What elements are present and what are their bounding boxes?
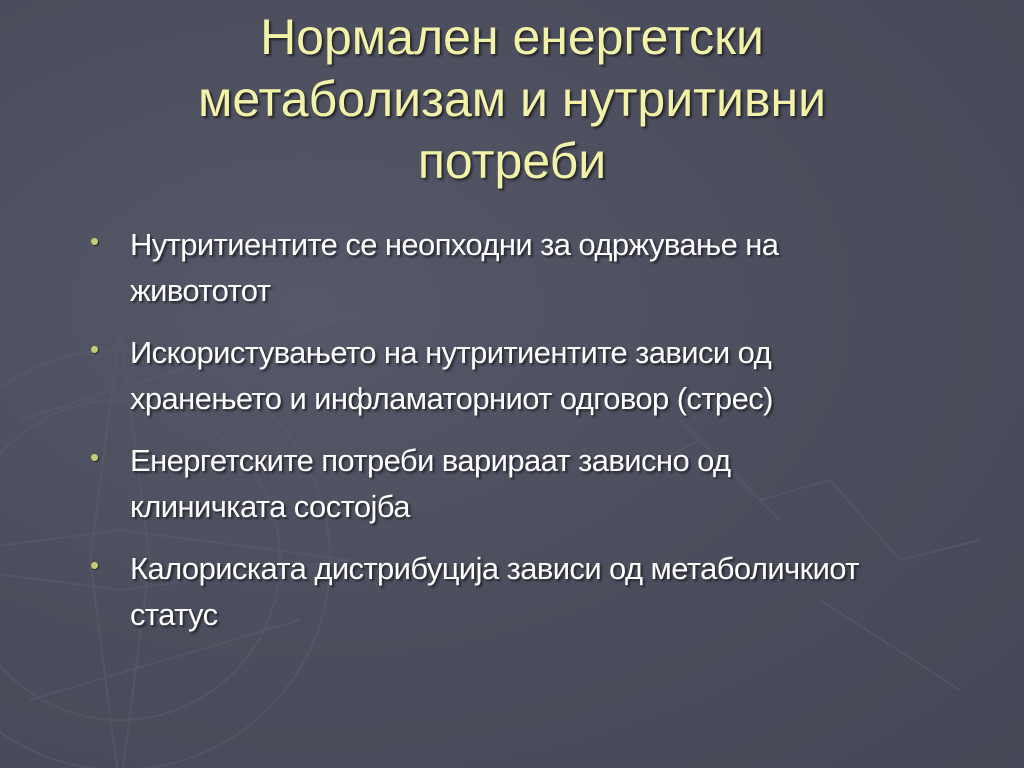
bullet-item-nutrient-utilization <box>90 330 970 422</box>
bullet-text-line-2: хранењето и инфламаторниот одговор (стрес) <box>130 381 773 416</box>
slide-title <box>60 6 964 192</box>
bullet-text-line-2: статус <box>130 597 218 632</box>
bullet-list <box>90 222 970 654</box>
bullet-text-line-1: Калориската дистрибуција зависи од метаболичкиот <box>130 551 859 586</box>
bullet-item-caloric-distribution <box>90 546 970 638</box>
bullet-icon: • <box>90 226 99 256</box>
bullet-icon: • <box>90 442 99 472</box>
title-line-2: метаболизам и нутритивни <box>197 71 827 127</box>
title-line-1: Нормален енергетски <box>260 9 764 65</box>
bullet-text-line-1: Енергетските потреби варираат зависно од <box>130 443 731 478</box>
bullet-item-energy-needs <box>90 438 970 530</box>
bullet-icon: • <box>90 550 99 580</box>
bullet-text-line-2: живототот <box>130 273 271 308</box>
bullet-item-nutrients-necessary <box>90 222 970 314</box>
bullet-text-line-1: Искористувањето на нутритиентите зависи од <box>130 335 772 370</box>
bullet-icon: • <box>90 334 99 364</box>
bullet-text-line-1: Нутритиентите се неопходни за одржување на <box>130 227 779 262</box>
bullet-text-line-2: клиничката состојба <box>130 489 410 524</box>
title-line-3: потреби <box>417 133 607 189</box>
